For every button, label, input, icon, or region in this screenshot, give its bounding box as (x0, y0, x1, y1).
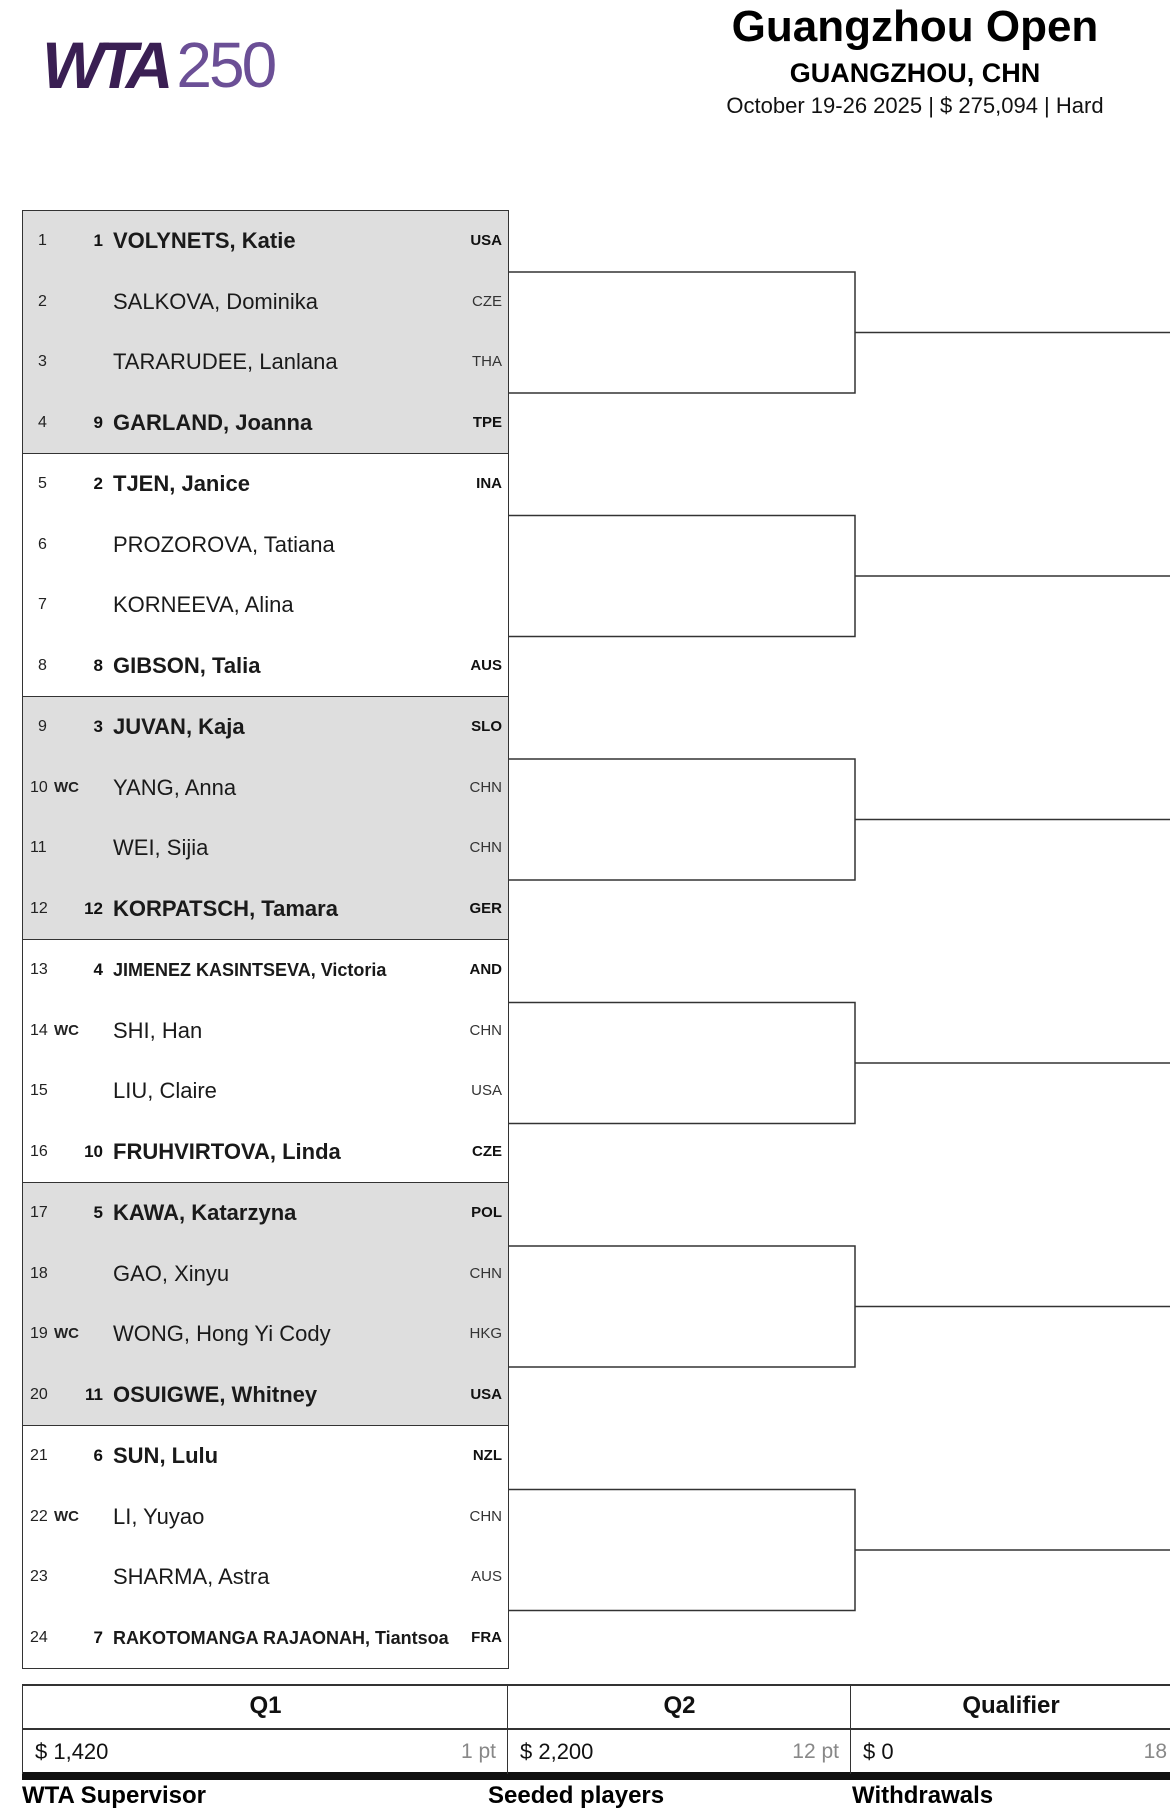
draw-row (23, 1122, 508, 1183)
player-name: KORPATSCH, Tamara (113, 895, 338, 921)
entry-status: WC (54, 778, 79, 796)
seed-number: 9 (93, 412, 103, 432)
player-name: SALKOVA, Dominika (113, 288, 319, 314)
draw-row (23, 1061, 508, 1122)
draw-row (23, 211, 508, 272)
entry-status: WC (54, 1507, 79, 1525)
draw-position: 19 (30, 1325, 48, 1342)
player-name: WONG, Hong Yi Cody (113, 1321, 331, 1346)
player-nationality: AUS (471, 1568, 502, 1585)
draw-position: 17 (30, 1204, 48, 1221)
prize-amount-qualifier: $ 0 (863, 1739, 894, 1764)
prize-col-q1 (22, 1684, 508, 1774)
draw-section (23, 454, 508, 697)
draw-row (23, 1365, 508, 1426)
player-nationality: POL (471, 1204, 502, 1221)
player-name: GIBSON, Talia (113, 652, 261, 678)
player-nationality: TPE (472, 413, 502, 431)
bracket-match-line (509, 516, 1170, 637)
player-nationality: THA (472, 353, 502, 370)
player-name: VOLYNETS, Katie (113, 228, 296, 253)
player-name: SHARMA, Astra (113, 1564, 270, 1589)
logo-wta-text: WTA (42, 28, 167, 102)
draw-row (23, 1547, 508, 1608)
player-nationality: NZL (472, 1447, 502, 1464)
player-nationality: CHN (469, 839, 502, 856)
player-nationality: FRA (471, 1628, 502, 1646)
draw-row (23, 332, 508, 393)
player-nationality: CHN (469, 1264, 502, 1282)
bracket-match-line (509, 759, 1170, 880)
draw-row (23, 515, 508, 576)
player-nationality: GER (469, 899, 502, 917)
player-nationality: USA (471, 1082, 502, 1099)
footer-seeded-label: Seeded players (488, 1782, 665, 1809)
player-nationality: CHN (469, 1021, 502, 1039)
player-nationality: AUS (470, 656, 502, 674)
draw-position: 5 (38, 475, 47, 492)
bracket-match-line (509, 1003, 1170, 1124)
bracket-match-line (509, 1246, 1170, 1367)
draw-position: 15 (30, 1082, 48, 1099)
draw-row (23, 1426, 508, 1487)
seed-number: 5 (93, 1203, 103, 1222)
prize-col-q2 (507, 1684, 851, 1774)
draw-position: 8 (38, 656, 47, 674)
draw-row (23, 1183, 508, 1244)
seed-number: 8 (93, 655, 103, 675)
player-nationality: USA (470, 232, 502, 249)
player-name: SHI, Han (113, 1017, 203, 1043)
bracket-match-line (509, 1490, 1170, 1611)
tournament-meta: October 19-26 2025 | $ 275,094 | Hard (726, 93, 1104, 118)
prize-amount-q1: $ 1,420 (35, 1739, 109, 1764)
draw-row (23, 454, 508, 515)
draw-position: 9 (38, 718, 47, 735)
draw-position: 22 (30, 1507, 48, 1525)
player-name: TARARUDEE, Lanlana (113, 349, 338, 374)
draw-position: 20 (30, 1385, 48, 1403)
draw-position: 7 (38, 596, 47, 613)
tournament-title: Guangzhou Open (731, 2, 1099, 51)
player-nationality: CHN (469, 778, 502, 796)
draw-position: 12 (30, 899, 48, 917)
seed-number: 7 (93, 1627, 103, 1647)
prize-round-q1: Q1 (249, 1692, 282, 1719)
player-nationality: SLO (471, 718, 502, 735)
prize-points-qualifier: 18 (1143, 1740, 1167, 1763)
player-name: FRUHVIRTOVA, Linda (113, 1138, 341, 1164)
player-name: KORNEEVA, Alina (113, 592, 294, 617)
prize-amount-q2: $ 2,200 (520, 1739, 594, 1764)
player-name: LIU, Claire (113, 1078, 217, 1103)
prize-col-qualifier (850, 1684, 1170, 1774)
draw-row (23, 1244, 508, 1305)
prize-round-qualifier: Qualifier (962, 1692, 1060, 1719)
prize-points-q2: 12 pt (792, 1740, 839, 1763)
seed-number: 1 (93, 231, 103, 250)
draw-section (23, 697, 508, 940)
player-nationality: CZE (472, 1142, 502, 1160)
draw-position: 2 (38, 292, 47, 310)
draw-position: 6 (38, 535, 47, 553)
wta-250-logo (42, 28, 275, 102)
player-nationality: USA (470, 1385, 502, 1403)
player-name: PROZOROVA, Tatiana (113, 531, 335, 557)
draw-row (23, 1487, 508, 1548)
draw-row (23, 636, 508, 697)
player-nationality: CHN (469, 1507, 502, 1525)
draw-row (23, 758, 508, 819)
player-name: JUVAN, Kaja (113, 714, 245, 739)
seed-number: 4 (93, 960, 103, 979)
logo-tier-text: 250 (176, 29, 275, 101)
player-nationality: HKG (469, 1325, 502, 1342)
draw-row (23, 1001, 508, 1062)
player-name: GAO, Xinyu (113, 1260, 230, 1286)
draw-row (23, 393, 508, 454)
prize-money-table (22, 1684, 1170, 1774)
draw-position: 4 (38, 413, 47, 431)
draw-section (23, 211, 508, 454)
seed-number: 10 (84, 1141, 103, 1161)
draw-section (23, 1426, 508, 1668)
player-name: OSUIGWE, Whitney (113, 1381, 318, 1407)
draw-position: 3 (38, 353, 47, 370)
draw-row (23, 879, 508, 940)
player-nationality: INA (476, 475, 502, 492)
draw-row (23, 1608, 508, 1669)
seed-number: 6 (93, 1446, 103, 1465)
entry-status: WC (54, 1021, 79, 1039)
player-name: SUN, Lulu (113, 1443, 219, 1468)
draw-position: 18 (30, 1264, 48, 1282)
prize-round-q2: Q2 (663, 1692, 696, 1719)
draw-position: 1 (38, 232, 47, 249)
draw-row (23, 272, 508, 333)
bracket-match-line (509, 272, 1170, 393)
player-name: KAWA, Katarzyna (113, 1200, 297, 1225)
draw-position: 24 (30, 1628, 48, 1646)
player-nationality: CZE (472, 292, 502, 310)
player-name: WEI, Sijia (113, 835, 209, 860)
draw-position: 10 (30, 778, 48, 796)
player-name: RAKOTOMANGA RAJAONAH, Tiantsoa (113, 1627, 449, 1648)
draw-position: 16 (30, 1142, 48, 1160)
draw-position: 13 (30, 961, 48, 978)
draw-row (23, 1304, 508, 1365)
draw-position: 23 (30, 1568, 48, 1585)
seed-number: 3 (93, 717, 103, 736)
prize-points-q1: 1 pt (460, 1740, 496, 1763)
draw-section (23, 940, 508, 1183)
draw-position: 21 (30, 1447, 48, 1464)
player-name: TJEN, Janice (113, 471, 250, 496)
seed-number: 12 (84, 898, 103, 918)
draw-row (23, 575, 508, 636)
draw-row (23, 818, 508, 879)
draw-position: 11 (30, 839, 47, 856)
seed-number: 11 (85, 1384, 103, 1404)
tournament-city: GUANGZHOU, CHN (789, 58, 1041, 88)
draw-position: 14 (30, 1021, 48, 1039)
draw-row (23, 697, 508, 758)
entry-status: WC (54, 1325, 79, 1342)
player-name: LI, Yuyao (113, 1503, 205, 1529)
seed-number: 2 (93, 474, 103, 493)
draw-row (23, 940, 508, 1001)
player-nationality: AND (469, 961, 502, 978)
player-name: JIMENEZ KASINTSEVA, Victoria (113, 960, 387, 980)
draw-section (23, 1183, 508, 1426)
footer-withdrawals-label: Withdrawals (852, 1782, 994, 1809)
player-name: GARLAND, Joanna (113, 409, 313, 435)
footer-supervisor-label: WTA Supervisor (22, 1782, 207, 1809)
player-name: YANG, Anna (113, 774, 237, 800)
qualifying-draw-table (22, 210, 509, 1669)
